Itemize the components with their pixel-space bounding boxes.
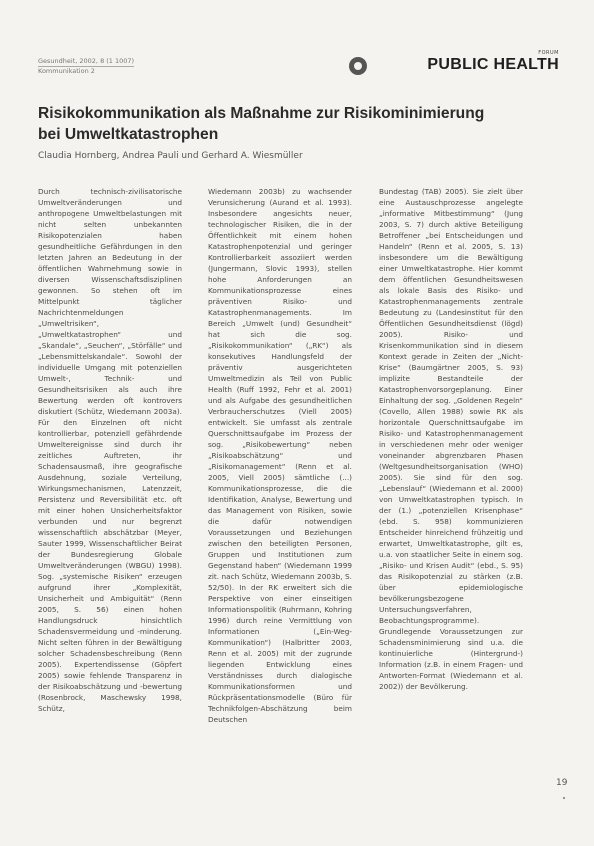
journal-meta-line-1: Gesundheit, 2002, 8 (1 1007) (38, 57, 135, 65)
public-health-logo (349, 50, 559, 80)
page-number: 19 (556, 778, 568, 788)
logo-forum-label: FORUM (538, 50, 559, 56)
journal-meta (38, 57, 134, 76)
article-authors: Claudia Hornberg, Andrea Pauli und Gerhard A. Wiesmüller (38, 151, 303, 161)
body-text-column-3: Bundestag (TAB) 2005). Sie zielt über eine Austauschprozesse angelegte „informative Mitbestimmung“ (Jung 2003, S. 7) durch aktive Beteiligung Betroffener „bei Entscheidungen und Handeln“ (Renn et al. 2005, S. 13) insbesondere um die Bewältigung einer Umweltkatastrophe. Hier kommt dem öffentlichen Gesundheitswesen als lokale Basis des Risiko- und Katastrophenmanagements zentrale Bedeutung zu (Landesinstitut für den Öffentlichen Gesundheitsdienst (lögd) 2005). Risiko- und Krisenkommunikation sind in diesem Kontext gerade in Zeiten der „Nicht-Krise“ (Baumgärtner 2005, S. 93) implizite Bestandteile der Katastrophenvorsorgeplanung. Einer Einhaltung der sog. „Goldenen Regeln“ (Covello, Allen 1988) sowie RK als horizontale Querschnittsaufgabe im Risiko- und Katastrophenmanagement in verschiedenen mehr oder weniger voneinander abgrenzbaren Phasen (Weltgesundheitsorganisation (WHO) 2005). Sie sind für den sog. „Lebenslauf“ (Wiedemann et al. 2000) von Umweltkatastrophen typisch. In der (1.) „potenziellen Krisenphase“ (ebd. S. 958) kommunizieren Entscheider hinreichend frühzeitig und erwartet, Umweltkatastrophe, gilt es, u.a. von staatlicher Seite in einem sog. „Risiko- und Krisen Audit“ (ebd., S. 95) das Risikopotenzial zu stärken (z.B. über epidemiologische bevölkerungsbezogene Untersuchungsverfahren, Beobachtungsprogramme). Grundlegende Voraussetzungen zur Schadensminimierung sind u.a. die kontinuierliche (Hintergrund-) Information (z.B. in einem Fragen- und Antworten-Format (Wiedemann et al. 2002)) der Bevölkerung. (379, 187, 523, 691)
body-text-column-1: Durch technisch-zivilisatorische Umweltveränderungen und anthropogene Umweltbelastungen mit nicht selten unbekannten Risikopotenzialen haben gesundheitliche Gefährdungen in den letzten Jahren an Bedeutung in der öffentlichen Wahrnehmung sowie in diversen Wissenschaftsdisziplinen gewonnen. So stehen oft im Mittelpunkt täglicher Nachrichtenmeldungen „Umweltrisiken“, „Umweltkatastrophen“ und „Skandale“, „Seuchen“, „Störfälle“ und „Lebensmittelskandale“. Sowohl der individuelle Umgang mit potenziellen Umwelt-, Technik- und Gesundheitsrisiken als auch ihre Bewertung werden oft kontrovers diskutiert (Schütz, Wiedemann 2003a). Für den Einzelnen oft nicht kontrollierbar, potenziell gefährdende Umweltereignisse sind durch ihr zeitliches Auftreten, ihr Schadensausmaß, ihre geografische Ausdehnung, soziale Verteilung, Wirkungsmechanismen, Latenzzeit, Persistenz und Reversibilität etc. oft mit einer hohen Unsicherheitsfaktor verbunden und nur begrenzt wissenschaftlich abschätzbar (Meyer, Sauter 1999, Wissenschaftlicher Beirat der Bundesregierung Globale Umweltveränderungen (WBGU) 1998). Sog. „systemische Risiken“ erzeugen aufgrund ihrer „Komplexität, Unsicherheit und Ambiguität“ (Renn 2005, S. 56) einen hohen Handlungsdruck hinsichtlich Schadensvermeidung und -minderung. Nicht selten führen in der Bewältigung solcher Schadensbeschreibung (Renn 2005). Expertendissense (Göpfert 2005) sowie fehlende Transparenz in der Risikoabschätzung und -bewertung (Rosenbrock, Maschewsky 1998, Schütz, (38, 187, 182, 713)
journal-meta-line-2: Kommunikation 2 (38, 67, 95, 75)
text-column-1 (38, 186, 182, 714)
article-title-line-2: bei Umweltkatastrophen (38, 126, 219, 144)
logo-circle-icon (349, 57, 367, 75)
body-text-column-2: Wiedemann 2003b) zu wachsender Verunsicherung (Aurand et al. 1993). Insbesondere angesichts neuer, technologischer Risiken, die in der Öffentlichkeit mit einem hohen Katastrophenpotenzial und geringer Kontrollierbarkeit assoziiert werden (Jungermann, Slovic 1993), stellen hohe Anforderungen an Kommunikationsprozesse eines präventiven Risiko- und Katastrophenmanagements. Im Bereich „Umwelt (und) Gesundheit“ hat sich die sog. „Risikokommunikation“ („RK“) als konsekutives Handlungsfeld der präventiv ausgerichteten Umweltmedizin als Teil von Public Health (Ruff 1992, Fehr et al. 2001) und als Aufgabe des gesundheitlichen Verbraucherschutzes (Viell 2005) entwickelt. Sie umfasst als zentrale Querschnittsaufgabe im Prozess der sog. „Risikobewertung“ neben „Risikoabschätzung“ und „Risikomanagement“ (Renn et al. 2005, Viell 2005) sämtliche (...) Kommunikationsprozesse, die die Identifikation, Analyse, Bewertung und das Management von Risiken, sowie die dafür notwendigen Voraussetzungen und Beziehungen zwischen den beteiligten Personen, Gruppen und Institutionen zum Gegenstand haben“ (Wiedemann 1999 zit. nach Schütz, Wiedemann 2003b, S. 52/50). In der RK erweitert sich die Perspektive von einer einseitigen Informationspolitik (Ruhrmann, Kohring 1996) durch reine Vermittlung von Informationen („Ein-Weg-Kommunikation“) (Halbritter 2003, Renn et al. 2005) mit der zugrunde liegenden Entwicklung eines Verständnisses durch dialogische Kommunikationsformen und Rückpräsentationsmodelle (Büro für Technikfolgen-Abschätzung beim Deutschen (208, 187, 352, 724)
text-column-3 (379, 186, 523, 692)
text-column-2 (208, 186, 352, 725)
article-title (38, 103, 538, 145)
article-title-line-1: Risikokommunikation als Maßnahme zur Risikominimierung (38, 105, 485, 123)
logo-name: PUBLIC HEALTH (427, 56, 559, 73)
scan-speck (563, 797, 565, 799)
